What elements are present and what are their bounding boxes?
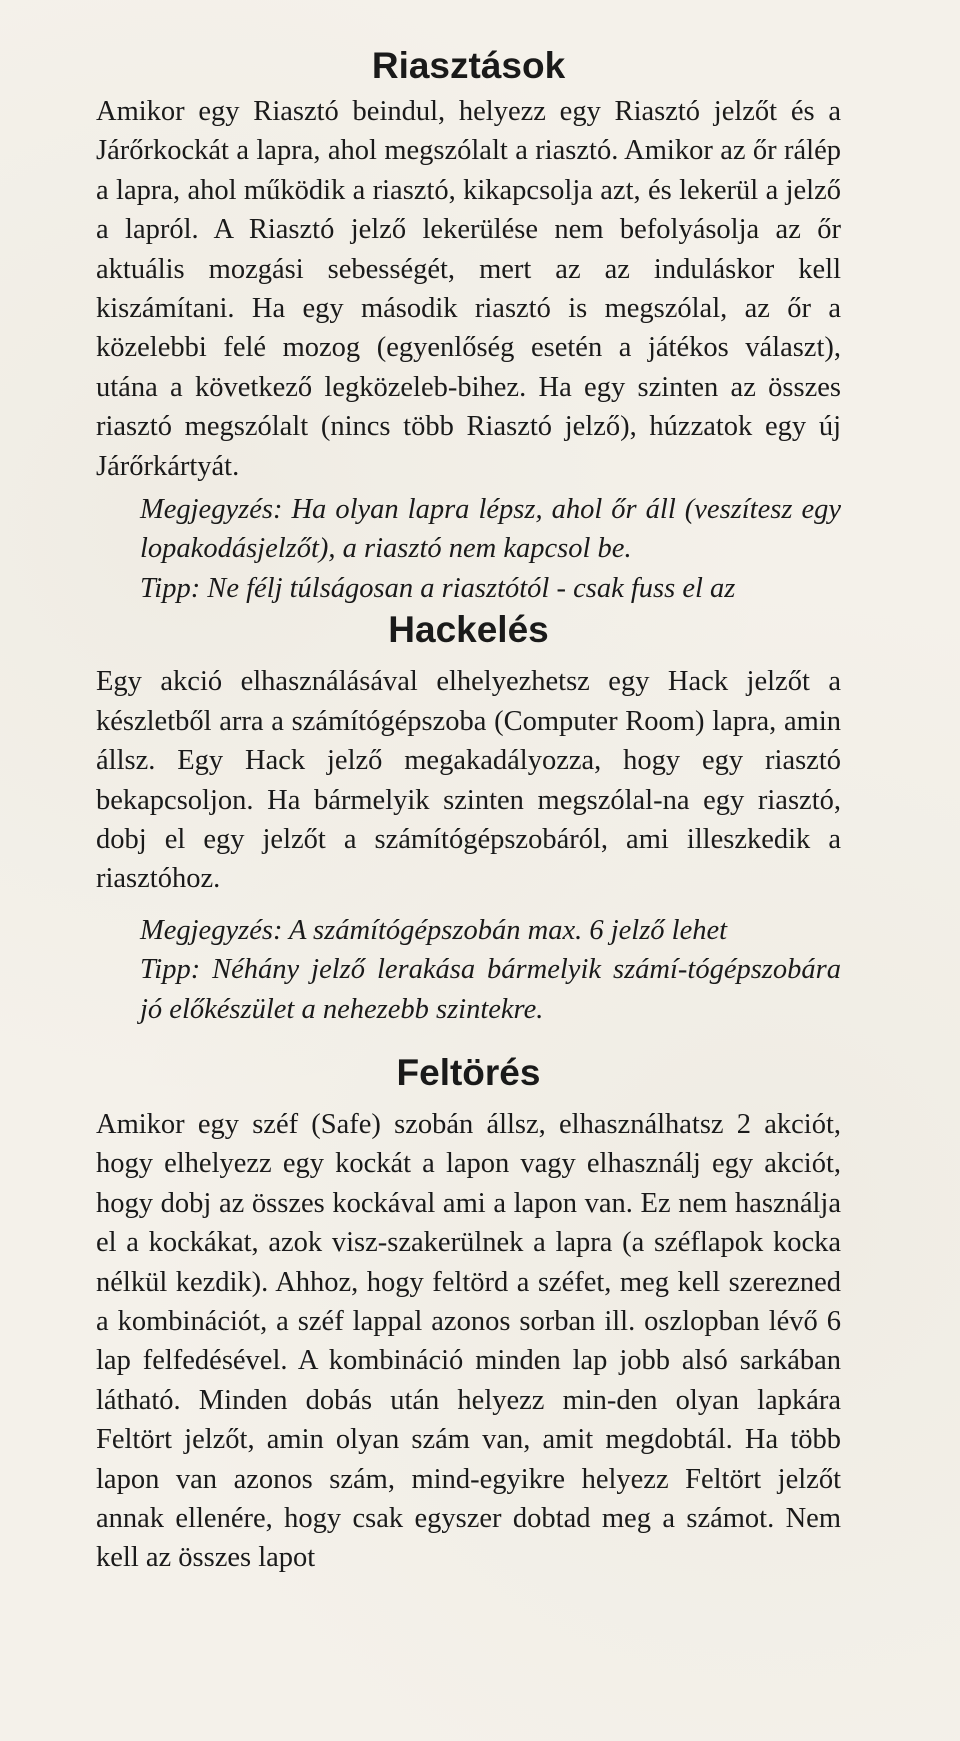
note-megjegyzes: Megjegyzés: Ha olyan lapra lépsz, ahol őr áll (veszítesz egy lopakodásjelzőt), a riasztó nem kapcsol be. [140, 494, 841, 565]
section-title-feltores: Feltörés [396, 1051, 541, 1093]
rulebook-page [96, 40, 841, 1578]
note-megjegyzes: Megjegyzés: A számítógépszobán max. 6 jelző lehet [140, 914, 728, 946]
note-tipp: Tipp: Néhány jelző lerakása bármelyik számí-tógépszobára jó előkészület a nehezebb szintekre. [140, 954, 841, 1025]
note-tipp: Tipp: Ne félj túlságosan a riasztótól - csak fuss el az [140, 572, 736, 604]
section-paragraph-hackeles: Egy akció elhasználásával elhelyezhetsz egy Hack jelzőt a készletből arra a számítógépszoba (Computer Room) lapra, amin állsz. Egy Hack jelző megakadályozza, hogy egy riasztó bekapcsoljon. Ha bármelyik szinten megszólal-na egy riasztó, dobj el egy jelzőt a számítógépszobáról, ami illeszkedik a riasztóhoz. [96, 666, 841, 895]
section-paragraph-riasztasok: Amikor egy Riasztó beindul, helyezz egy Riasztó jelzőt és a Járőrkockát a lapra, ahol megszólalt a riasztó. Amikor az őr rálép a lapra, ahol működik a riasztó, kikapcsolja azt, és lekerül a jelző a lapról. A Riasztó jelző lekerülése nem befolyásolja az őr aktuális mozgási sebességét, mert az az induláskor kell kiszámítani. Ha egy második riasztó is megszólal, az őr a közelebbi felé mozog (egyenlőség esetén a játékos választ), utána a következő legközeleb-bihez. Ha egy szinten az összes riasztó megszólalt (nincs több Riasztó jelző), húzzatok egy új Járőrkártyát. [96, 96, 841, 482]
section-notes-riasztasok [96, 490, 841, 608]
section-title-riasztasok: Riasztások [371, 45, 566, 86]
section-paragraph-feltores: Amikor egy széf (Safe) szobán állsz, elhasználhatsz 2 akciót, hogy elhelyezz egy kockát a lapon vagy elhasználj egy akciót, hogy dobj az összes kockával ami a lapon van. Ez nem használja el a kockákat, azok visz-szakerülnek a lapra (a széflapok kocka nélkül kezdik). Ahhoz, hogy feltörd a széfet, meg kell szerezned a kombinációt, a széf lappal azonos sorban ill. oszlopban lévő 6 lap felfedésével. A kombináció minden lap jobb alsó sarkában látható. Minden dobás után helyezz min-den olyan lapkára Feltört jelzőt, amin olyan szám van, amit megdobtál. Ha több lapon van azonos szám, mind-egyikre helyezz Feltört jelzőt annak ellenére, hogy csak egyszer dobtad meg a számot. Nem kell az összes lapot [96, 1108, 841, 1574]
section-title-hackeles: Hackelés [388, 609, 549, 651]
section-notes-hackeles [96, 911, 841, 1029]
